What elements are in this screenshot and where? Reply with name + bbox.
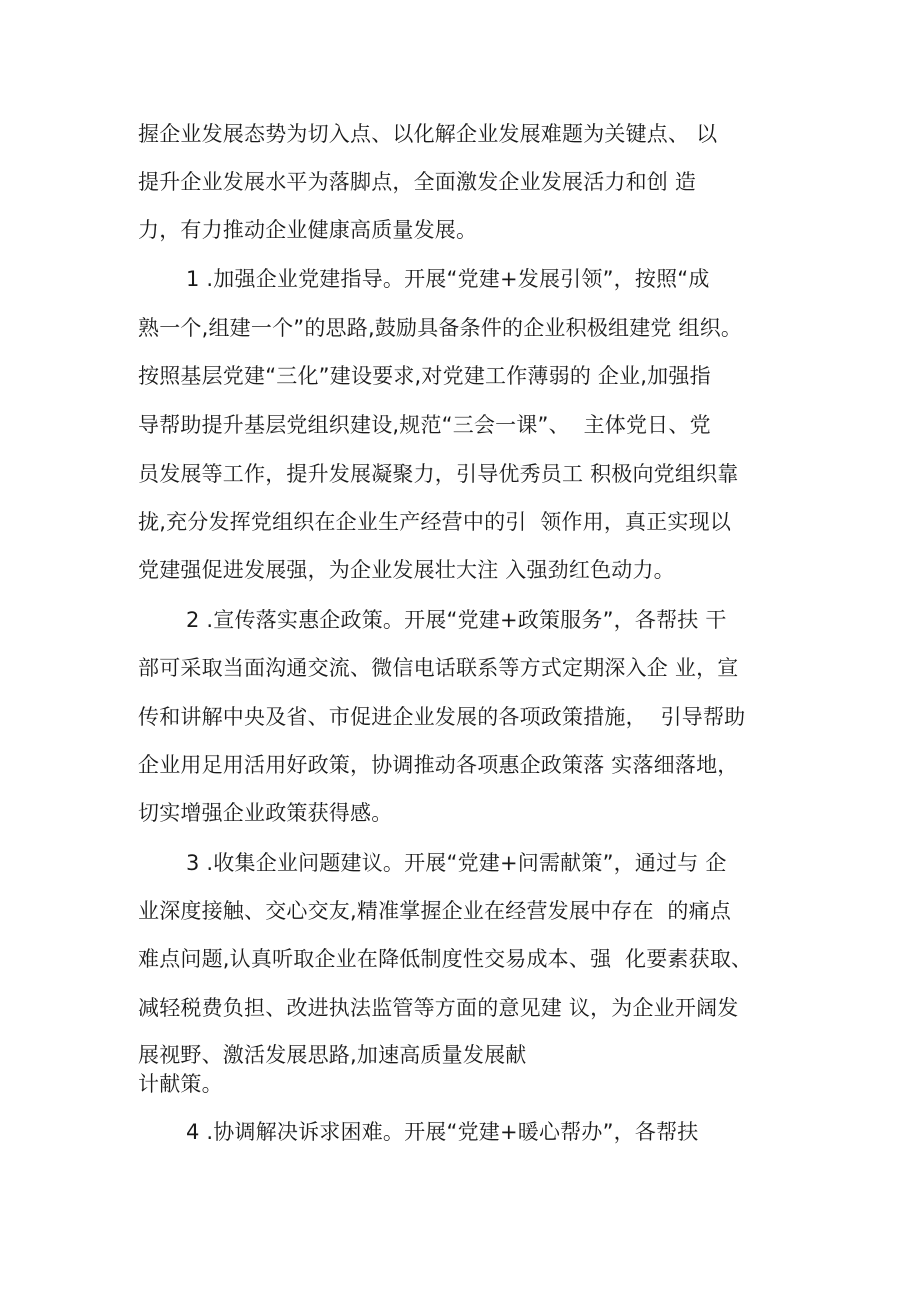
text-line: 切实增强企业政策获得感。: [138, 801, 393, 825]
text-line: 难点问题,认真听取企业在降低制度性交易成本、强 化要素获取、: [138, 947, 753, 971]
text-line: 导帮助提升基层党组织建设,规范“三会一课”、 主体党日、党: [138, 413, 711, 437]
text-line: 拢,充分发挥党组织在企业生产经营中的引 领作用，真正实现以: [138, 510, 732, 534]
text-line: 展视野、激活发展思路,加速高质量发展献: [138, 1043, 527, 1067]
text-line: 握企业发展态势为切入点、以化解企业发展难题为关键点、 以: [138, 122, 718, 146]
text-line: 部可采取当面沟通交流、微信电话联系等方式定期深入企 业，宣: [138, 656, 739, 680]
text-line: 提升企业发展水平为落脚点，全面激发企业发展活力和创 造: [138, 170, 697, 194]
text-line: 企业用足用活用好政策，协调推动各项惠企政策落 实落细落地，: [138, 753, 739, 777]
text-line: 熟一个,组建一个”的思路,鼓励具备条件的企业积极组建党 组织。: [138, 316, 743, 340]
text-line: 按照基层党建“三化”建设要求,对党建工作薄弱的 企业,加强指: [138, 364, 711, 388]
text-line: 党建强促进发展强，为企业发展壮大注 入强劲红色动力。: [138, 558, 675, 582]
text-line: 计献策。: [138, 1072, 223, 1096]
paragraph-3-heading-line: 3 .收集企业问题建议。开展“党建+问需献策”，通过与 企: [186, 851, 727, 875]
text-line: 员发展等工作，提升发展凝聚力，引导优秀员工 积极向党组织靠: [138, 462, 739, 486]
text-line: 力，有力推动企业健康高质量发展。: [138, 218, 478, 242]
paragraph-1-heading-line: 1 .加强企业党建指导。开展“党建+发展引领”，按照“成: [186, 267, 710, 291]
paragraph-4-heading-line: 4 .协调解决诉求困难。开展“党建+暖心帮办”，各帮扶: [186, 1120, 699, 1144]
text-line: 减轻税费负担、改进执法监管等方面的意见建 议，为企业开阔发: [138, 996, 739, 1020]
text-line: 业深度接触、交心交友,精准掌握企业在经营发展中存在 的痛点: [138, 899, 732, 923]
text-line: 传和讲解中央及省、市促进企业发展的各项政策措施， 引导帮助: [138, 705, 746, 729]
paragraph-2-heading-line: 2 .宣传落实惠企政策。开展“党建+政策服务”，各帮扶 干: [186, 608, 727, 632]
